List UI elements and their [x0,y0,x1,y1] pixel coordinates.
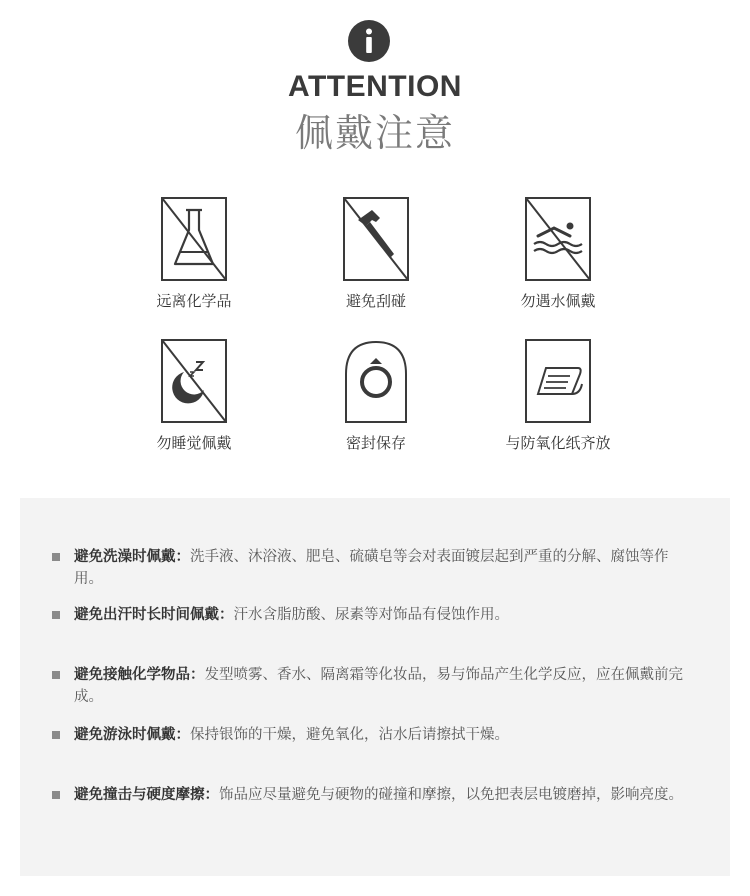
page-title: ATTENTION [288,70,462,103]
flask-icon [160,196,228,282]
note-title: 避免洗澡时佩戴 [74,549,176,565]
notes-panel [20,498,730,876]
bullet-icon [52,671,60,679]
care-item-label: 密封保存 [345,434,406,452]
bullet-icon [52,553,60,561]
bullet-icon [52,611,60,619]
note-title: 避免游泳时佩戴 [74,727,176,743]
care-item-label: 避免刮碰 [345,292,406,310]
note-text: 发型喷雾、香水、隔离霜等化妆品，易与饰品产生化学反应，应在佩戴前完成。 [74,667,683,705]
care-item-label: 勿遇水佩戴 [520,292,596,310]
note-text: 保持银饰的干燥，避免氧化，沾水后请擦拭干燥。 [190,727,509,743]
note-text: 饰品应尽量避免与硬物的碰撞和摩擦，以免把表层电镀磨掉，影响亮度。 [219,787,683,803]
bullet-icon [52,731,60,739]
note-title: 避免出汗时长时间佩戴 [74,607,219,623]
note-text: 汗水含脂肪酸、尿素等对饰品有侵蚀作用。 [233,607,509,623]
care-item-paper [448,338,668,453]
note-title: 避免撞击与硬度摩擦 [74,787,205,803]
bullet-icon [52,791,60,799]
ring-pouch-icon [342,338,410,424]
note-item: 避免洗澡时佩戴：洗手液、沐浴液、肥皂、硫磺皂等会对表面镀层起到严重的分解、腐蚀等作用。 [74,546,694,590]
care-item-label: 与防氧化纸齐放 [505,434,611,452]
note-item: 避免接触化学物品：发型喷雾、香水、隔离霜等化妆品，易与饰品产生化学反应，应在佩戴前完成。 [74,664,694,708]
note-title: 避免接触化学物品 [74,667,190,683]
note-text: 洗手液、沐浴液、肥皂、硫磺皂等会对表面镀层起到严重的分解、腐蚀等作用。 [74,549,669,587]
swimmer-icon [524,196,592,282]
note-item: 避免出汗时长时间佩戴：汗水含脂肪酸、尿素等对饰品有侵蚀作用。 [74,604,694,626]
info-icon [348,20,390,62]
page-subtitle: 佩戴注意 [294,111,455,155]
care-item-label: 远离化学品 [156,292,232,310]
paper-icon [524,338,592,424]
note-item: 避免撞击与硬度摩擦：饰品应尽量避免与硬物的碰撞和摩擦，以免把表层电镀磨掉，影响亮度。 [74,784,694,806]
care-item-water [448,196,668,311]
care-item-label: 勿睡觉佩戴 [156,434,232,452]
note-item: 避免游泳时佩戴：保持银饰的干燥，避免氧化，沾水后请擦拭干燥。 [74,724,694,746]
sleep-icon [160,338,228,424]
hammer-icon [342,196,410,282]
